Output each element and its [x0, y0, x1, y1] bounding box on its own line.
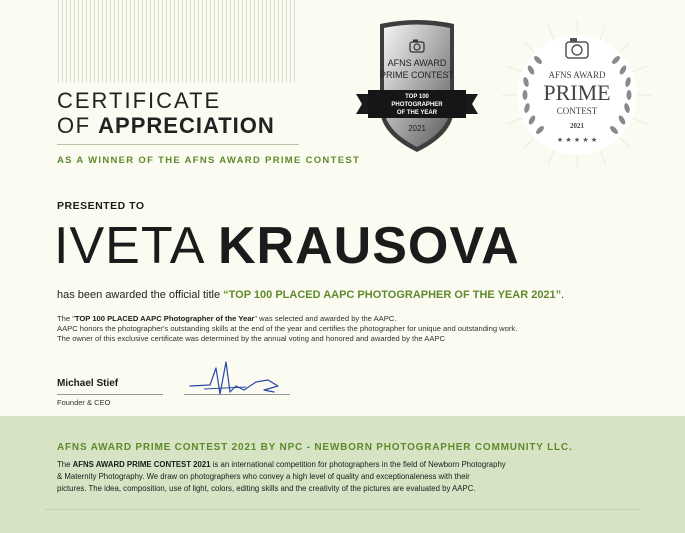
wreath-line2: PRIME [543, 80, 611, 105]
shield-ribbon-2: PHOTOGRAPHER [391, 102, 443, 108]
description-line3: The owner of this exclusive certificate was determined by the annual voting and honored and awarded by the AAPC [57, 334, 445, 343]
footer-line3: pictures. The idea, composition, use of light, colors, editing skills and the creativity of the pictures are evaluated by AAPC. [57, 484, 476, 493]
top100-shield-badge [356, 16, 478, 156]
signer-name-rule [57, 394, 163, 395]
decorative-stripes [58, 0, 298, 82]
award-prefix: has been awarded the official title [57, 289, 224, 301]
presented-to-label: PRESENTED TO [57, 200, 145, 212]
shield-year: 2021 [408, 124, 426, 133]
recipient-name [54, 214, 520, 278]
title-divider [57, 144, 299, 145]
footer-line1: The AFNS AWARD PRIME CONTEST 2021 is an international competition for photographers in the field of Newborn Photography [57, 460, 506, 469]
wreath-line1: AFNS AWARD [548, 70, 606, 80]
recipient-last-name: KRAUSOVA [217, 217, 520, 275]
signer-role: Founder & CEO [57, 398, 111, 407]
footer-title: AFNS AWARD PRIME CONTEST 2021 BY NPC - NEWBORN PHOTOGRAPHER COMMUNITY LLC. [57, 442, 573, 453]
wreath-line3: CONTEST [556, 106, 598, 116]
shield-line1: AFNS AWARD [387, 58, 447, 68]
certificate-title-line1: CERTIFICATE [57, 88, 222, 113]
award-suffix: . [561, 289, 565, 301]
footer-line2: & Maternity Photography. We draw on photographers who convey a high level of quality and exceptionaleness with their [57, 472, 470, 481]
star-row-icon: ★ ★ ★ ★ ★ [556, 136, 598, 144]
shield-ribbon-1: TOP 100 [405, 94, 429, 100]
certificate-subtitle: AS A WINNER OF THE AFNS AWARD PRIME CONTEST [57, 155, 361, 166]
footer-description [57, 459, 617, 495]
award-description [57, 314, 657, 344]
prime-contest-wreath-badge [502, 20, 652, 170]
signer-name: Michael Stief [57, 378, 119, 389]
description-line1: The "TOP 100 PLACED AAPC Photographer of the Year" was selected and awarded by the AAPC. [57, 314, 397, 323]
certificate-title-prefix: OF [57, 113, 99, 138]
certificate-title-bold: APPRECIATION [98, 113, 275, 138]
wreath-year: 2021 [570, 122, 584, 130]
award-title: “TOP 100 PLACED AAPC PHOTOGRAPHER OF THE YEAR 2021” [223, 289, 562, 301]
footer-divider [45, 509, 639, 510]
shield-line2: PRIME CONTEST [379, 70, 455, 80]
recipient-first-name: IVETA [54, 217, 218, 275]
handwritten-signature-icon [186, 356, 282, 398]
description-line2: AAPC honors the photographer's outstanding skills at the end of the year and certifies the photographer for unique and outstanding work. [57, 324, 518, 333]
award-statement [57, 289, 564, 301]
shield-ribbon-3: OF THE YEAR [396, 110, 438, 116]
certificate-title-line2 [57, 113, 275, 139]
